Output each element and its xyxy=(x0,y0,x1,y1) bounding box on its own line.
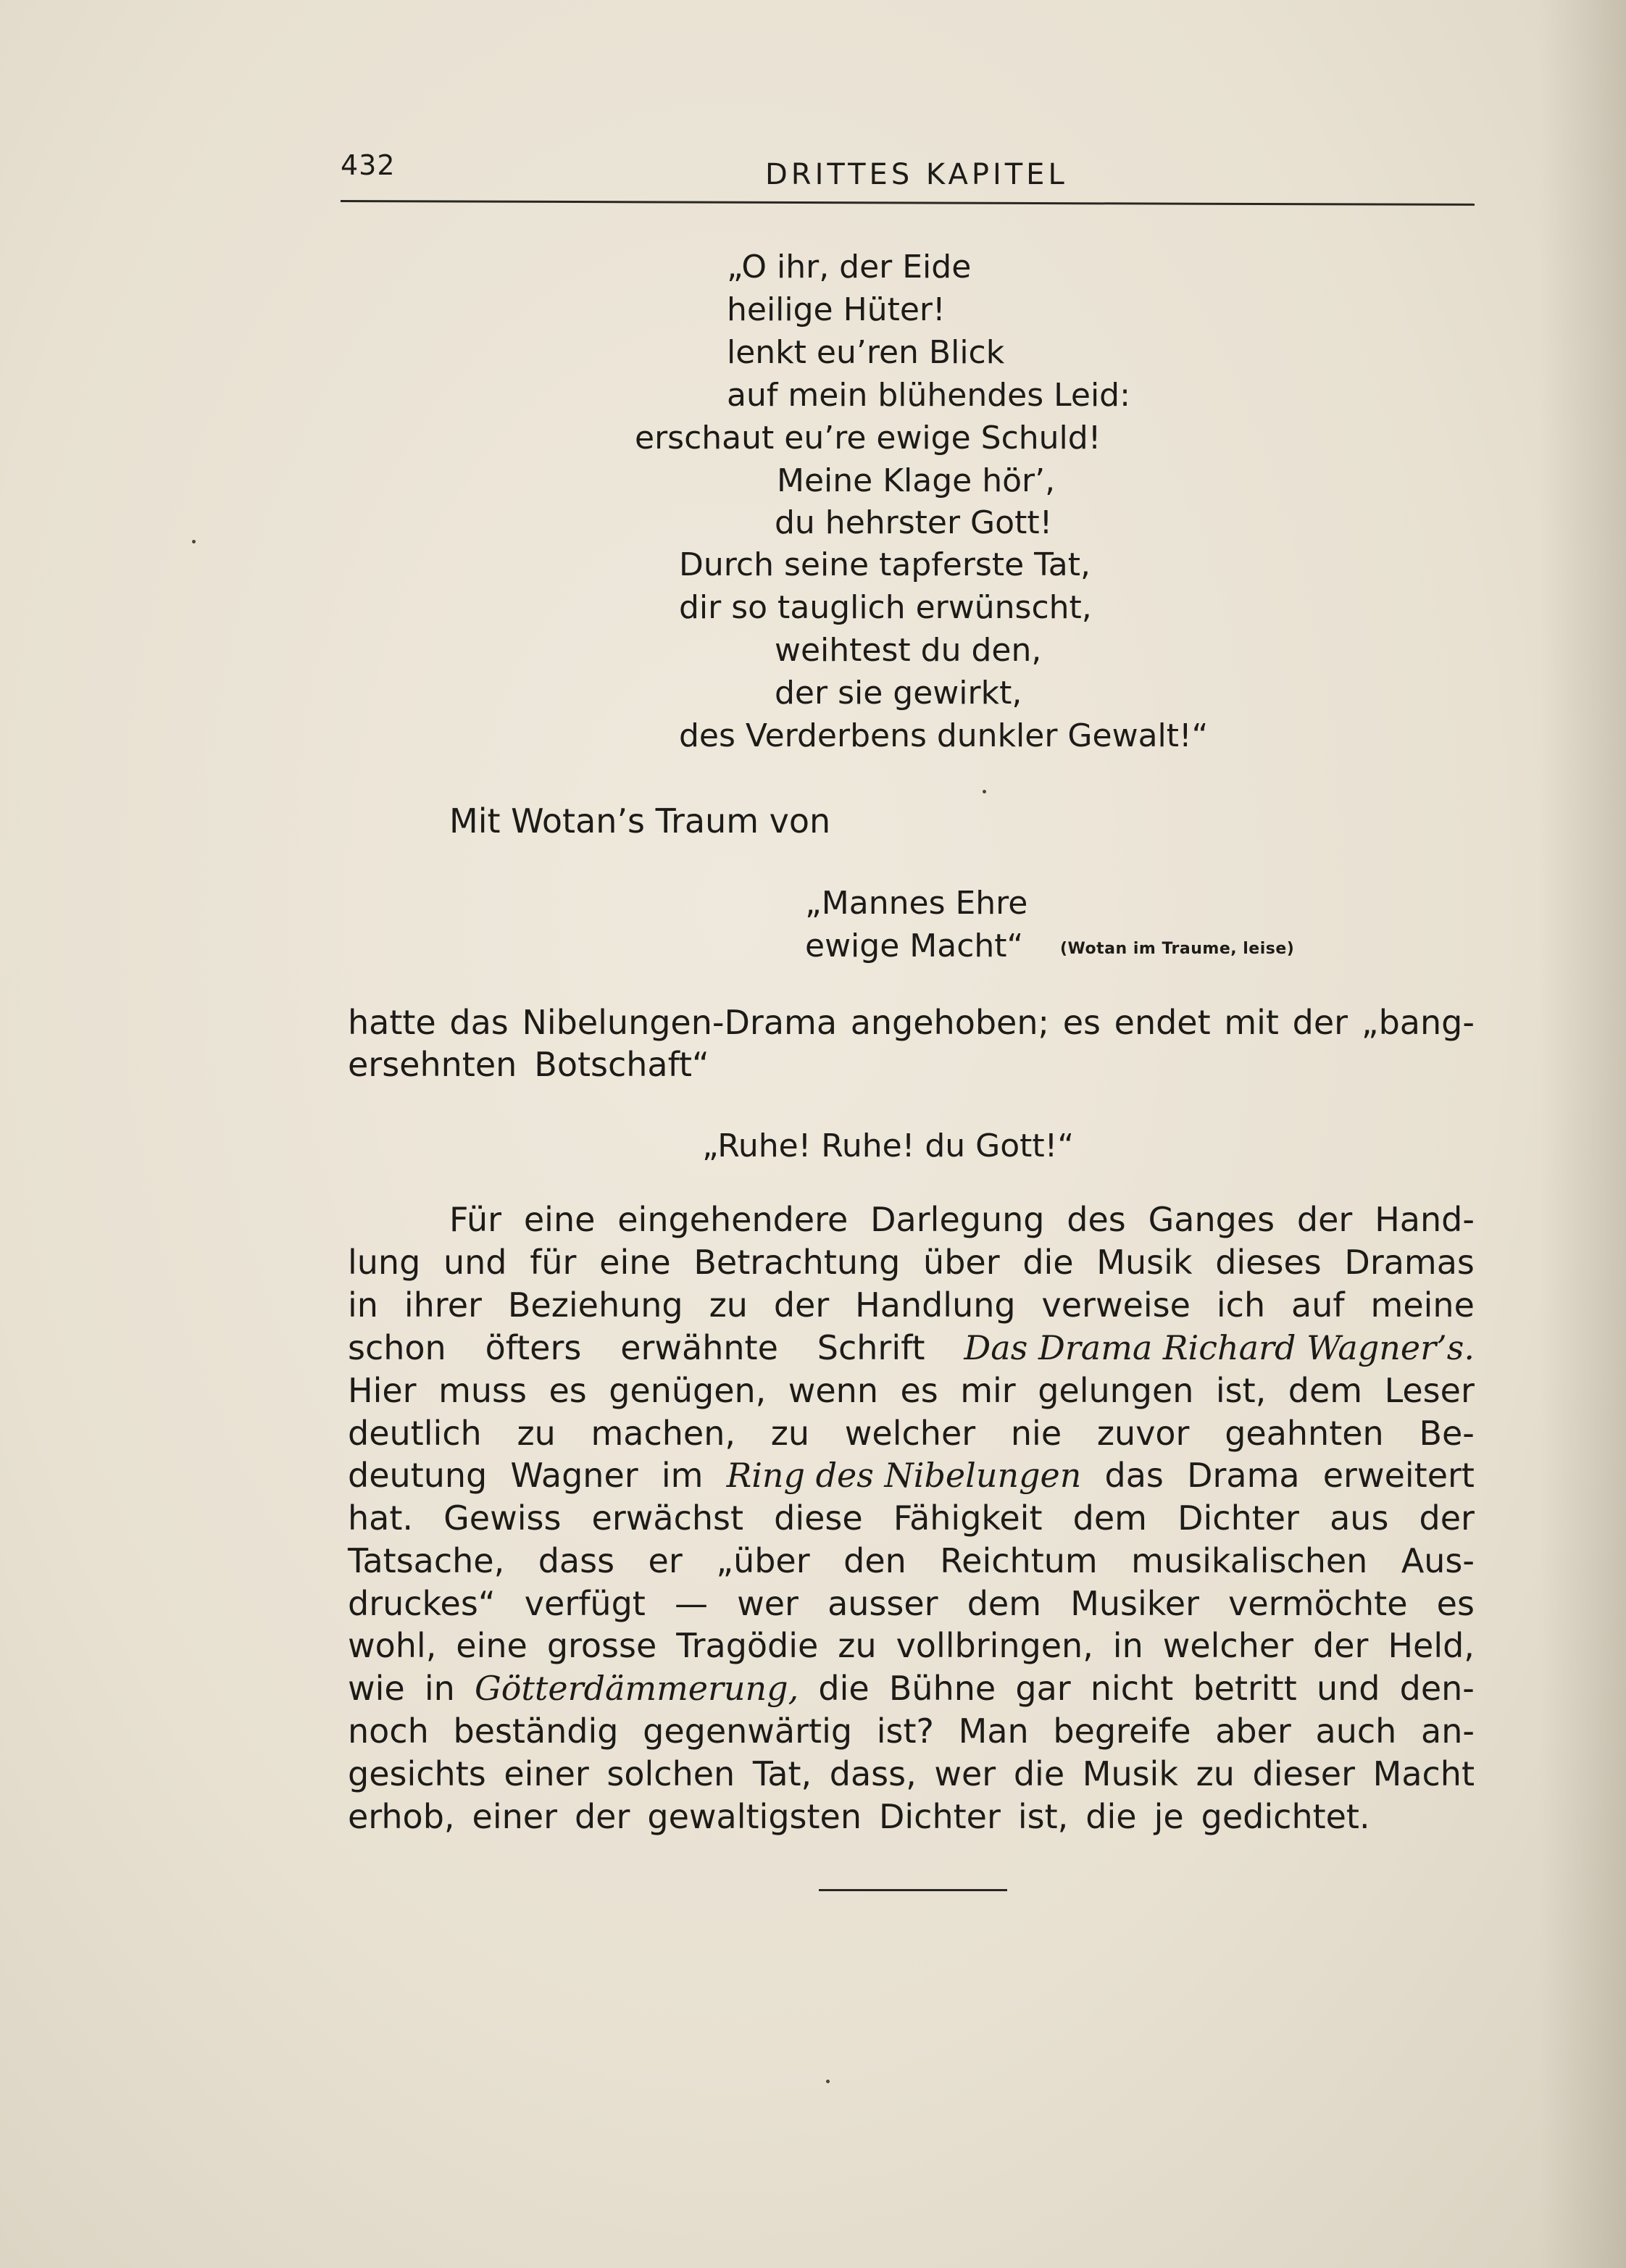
word: Für xyxy=(449,1200,502,1239)
word: Musik xyxy=(1096,1243,1193,1282)
word: welcher xyxy=(1162,1626,1294,1665)
word: solchen xyxy=(606,1754,735,1793)
word: diese xyxy=(774,1498,863,1538)
body-line xyxy=(348,1328,1475,1367)
word: Beziehung xyxy=(507,1285,683,1325)
word: Ganges xyxy=(1148,1200,1275,1239)
stage-direction: (Wotan im Traume, leise) xyxy=(1060,940,1295,958)
word: dem xyxy=(1288,1371,1363,1410)
verse-line: Meine Klage hör’, xyxy=(777,462,1056,499)
word: es xyxy=(900,1371,938,1410)
word: Gewiss xyxy=(443,1498,562,1538)
word: Drama xyxy=(1187,1456,1300,1495)
verse-line: des Verderbens dunkler Gewalt!“ xyxy=(679,717,1209,754)
word: zuvor xyxy=(1096,1414,1190,1453)
paper-speck xyxy=(192,540,196,543)
header-rule xyxy=(341,200,1475,206)
verse-line: „O ihr, der Eide xyxy=(727,249,972,285)
word: Handlung xyxy=(855,1285,1016,1325)
body-line xyxy=(348,1285,1475,1325)
body-line xyxy=(348,1626,1475,1665)
word: es xyxy=(1436,1584,1475,1623)
word: vermöchte xyxy=(1228,1584,1408,1623)
body-line xyxy=(348,1669,1475,1708)
word: Tatsache, xyxy=(348,1541,505,1580)
word: eine xyxy=(456,1626,528,1665)
word: musikalischen xyxy=(1131,1541,1368,1580)
word: erwähnte xyxy=(620,1328,778,1367)
word: eingehendere xyxy=(617,1200,849,1239)
verse-line: Durch seine tapferste Tat, xyxy=(679,546,1091,583)
word: über xyxy=(923,1243,1000,1282)
word: meine xyxy=(1370,1285,1475,1325)
word: Dichter xyxy=(878,1797,1001,1836)
word: Aus- xyxy=(1401,1541,1475,1580)
word: wenn xyxy=(788,1371,878,1410)
chapter-title: DRITTES KAPITEL xyxy=(765,158,1068,191)
word: Betrachtung xyxy=(693,1243,901,1282)
word: in xyxy=(348,1285,378,1325)
word: Botschaft“ xyxy=(534,1045,709,1084)
word: nicht xyxy=(1090,1669,1174,1708)
word: einer xyxy=(472,1797,557,1836)
word: mit xyxy=(1224,1003,1279,1042)
word: auch xyxy=(1315,1712,1397,1751)
word: ausser xyxy=(827,1584,938,1623)
word: und xyxy=(1316,1669,1380,1708)
paper-speck xyxy=(826,2080,830,2083)
body-line xyxy=(348,1414,1475,1453)
word: grosse xyxy=(546,1626,657,1665)
word: Reichtum xyxy=(940,1541,1098,1580)
word: ist, xyxy=(1215,1371,1267,1410)
word: dieser xyxy=(1252,1754,1356,1793)
word: verfügt xyxy=(524,1584,646,1623)
word: Fähigkeit xyxy=(893,1498,1043,1538)
word: ich xyxy=(1216,1285,1266,1325)
word: Hand- xyxy=(1375,1200,1475,1239)
paper-speck xyxy=(983,790,986,793)
word: druckes“ xyxy=(348,1584,496,1623)
word: hat. xyxy=(348,1498,414,1538)
word: er xyxy=(648,1541,683,1580)
word: dem xyxy=(1072,1498,1147,1538)
verse-line: auf mein blühendes Leid: xyxy=(727,377,1130,414)
word: Tragödie xyxy=(676,1626,819,1665)
word: geahnten xyxy=(1225,1414,1384,1453)
word: wohl, xyxy=(348,1626,437,1665)
word: nie xyxy=(1010,1414,1062,1453)
verse-line: weihtest du den, xyxy=(775,632,1042,669)
word: des xyxy=(1067,1200,1126,1239)
word: Hier xyxy=(348,1371,417,1410)
body-line xyxy=(348,1045,1475,1084)
verse-line: du hehrster Gott! xyxy=(775,504,1053,541)
word: betritt xyxy=(1193,1669,1297,1708)
word: in xyxy=(1112,1626,1143,1665)
word: ersehnten xyxy=(348,1045,517,1084)
word: Schrift xyxy=(817,1328,925,1367)
word: je xyxy=(1154,1797,1184,1836)
word: dass xyxy=(538,1541,615,1580)
word: der xyxy=(773,1285,830,1325)
word: gar xyxy=(1015,1669,1071,1708)
verse-line: lenkt eu’ren Blick xyxy=(727,334,1005,371)
word: Macht xyxy=(1372,1754,1475,1793)
body-line xyxy=(449,1200,1475,1239)
word: beständig xyxy=(453,1712,619,1751)
word: gewaltigsten xyxy=(647,1797,862,1836)
word: — xyxy=(674,1584,708,1623)
body-line xyxy=(348,1584,1475,1623)
word: ist? xyxy=(876,1712,934,1751)
word: wer xyxy=(737,1584,799,1623)
word: eine xyxy=(523,1200,596,1239)
word: Leser xyxy=(1384,1371,1475,1410)
word: zu xyxy=(709,1285,748,1325)
word: Dichter xyxy=(1177,1498,1299,1538)
word: den- xyxy=(1399,1669,1475,1708)
word: an- xyxy=(1421,1712,1475,1751)
body-line xyxy=(348,1754,1475,1793)
word: machen, xyxy=(591,1414,736,1453)
word: erweitert xyxy=(1322,1456,1475,1495)
section-end-rule xyxy=(819,1889,1007,1891)
word: dass, xyxy=(829,1754,917,1793)
word: die xyxy=(1022,1243,1074,1282)
word: zu xyxy=(770,1414,810,1453)
word: hatte xyxy=(348,1003,436,1042)
word: Tat, xyxy=(752,1754,812,1793)
word: „bang- xyxy=(1361,1003,1475,1042)
word: mir xyxy=(960,1371,1016,1410)
word: erhob, xyxy=(348,1797,455,1836)
word: die xyxy=(818,1669,870,1708)
word: schon xyxy=(348,1328,446,1367)
word: verweise xyxy=(1041,1285,1191,1325)
word: vollbringen, xyxy=(896,1626,1093,1665)
work-title: Götterdämmerung, xyxy=(474,1669,799,1708)
word: das xyxy=(1104,1456,1164,1495)
page-number: 432 xyxy=(341,149,396,181)
word: es xyxy=(549,1371,587,1410)
verse-line: heilige Hüter! xyxy=(727,291,946,328)
word: öfters xyxy=(485,1328,582,1367)
verse-line: der sie gewirkt, xyxy=(775,675,1022,712)
word: genügen, xyxy=(609,1371,767,1410)
word: gegenwärtig xyxy=(643,1712,853,1751)
word: das xyxy=(449,1003,509,1042)
word: Be- xyxy=(1419,1414,1475,1453)
body-line xyxy=(348,1456,1475,1495)
word: lung xyxy=(348,1243,421,1282)
word: in xyxy=(424,1669,455,1708)
word: die xyxy=(1013,1754,1065,1793)
body-line xyxy=(348,1712,1475,1751)
word: dieses xyxy=(1215,1243,1322,1282)
word: Held, xyxy=(1388,1626,1475,1665)
body-line xyxy=(348,1003,1475,1042)
body-line xyxy=(348,1498,1475,1538)
word: der xyxy=(574,1797,630,1836)
word: Musiker xyxy=(1070,1584,1199,1623)
word: auf xyxy=(1291,1285,1345,1325)
word: eine xyxy=(599,1243,671,1282)
work-title: Ring des Nibelungen xyxy=(726,1456,1082,1495)
word: dem xyxy=(967,1584,1042,1623)
word: wer xyxy=(934,1754,996,1793)
word: Man xyxy=(958,1712,1029,1751)
word: welcher xyxy=(844,1414,976,1453)
verse-line: ewige Macht“ xyxy=(805,927,1024,964)
word: Darlegung xyxy=(870,1200,1045,1239)
intro-line: Mit Wotan’s Traum von xyxy=(449,801,831,841)
body-line xyxy=(348,1243,1475,1282)
verse-line: dir so tauglich erwünscht, xyxy=(679,589,1092,626)
word: gelungen xyxy=(1038,1371,1194,1410)
word: es xyxy=(1062,1003,1101,1042)
word: deutlich xyxy=(348,1414,482,1453)
word: Nibelungen-Drama xyxy=(522,1003,838,1042)
word: begreife xyxy=(1053,1712,1191,1751)
page-spine-shadow xyxy=(1539,0,1626,2268)
body-line xyxy=(348,1541,1475,1580)
word: der xyxy=(1419,1498,1475,1538)
verse-line: erschaut eu’re ewige Schuld! xyxy=(635,420,1101,456)
word: der xyxy=(1296,1200,1353,1239)
word: gedichtet. xyxy=(1201,1797,1370,1836)
word: muss xyxy=(438,1371,527,1410)
word: erwächst xyxy=(591,1498,744,1538)
word: Wagner xyxy=(510,1456,638,1495)
word: zu xyxy=(517,1414,556,1453)
word: im xyxy=(661,1456,704,1495)
body-line xyxy=(348,1797,1475,1836)
word: angehoben; xyxy=(850,1003,1049,1042)
word: Musik xyxy=(1082,1754,1178,1793)
verse-line: „Mannes Ehre xyxy=(805,885,1028,922)
word: der xyxy=(1292,1003,1348,1042)
word: aber xyxy=(1215,1712,1291,1751)
work-title: Das Drama Richard Wagner’s. xyxy=(964,1328,1475,1367)
word: endet xyxy=(1114,1003,1211,1042)
word: der xyxy=(1313,1626,1369,1665)
word: noch xyxy=(348,1712,429,1751)
word: den xyxy=(843,1541,906,1580)
body-line xyxy=(348,1371,1475,1410)
word: und xyxy=(443,1243,507,1282)
verse-line: „Ruhe! Ruhe! du Gott!“ xyxy=(702,1127,1075,1164)
word: die xyxy=(1085,1797,1137,1836)
word: ist, xyxy=(1017,1797,1069,1836)
word: einer xyxy=(504,1754,589,1793)
word: für xyxy=(530,1243,577,1282)
word: Bühne xyxy=(888,1669,996,1708)
word: Dramas xyxy=(1344,1243,1475,1282)
word: zu xyxy=(1196,1754,1235,1793)
word: aus xyxy=(1330,1498,1389,1538)
word: ihrer xyxy=(404,1285,482,1325)
word: gesichts xyxy=(348,1754,486,1793)
word: zu xyxy=(838,1626,877,1665)
word: wie xyxy=(348,1669,405,1708)
word: „über xyxy=(716,1541,810,1580)
word: deutung xyxy=(348,1456,488,1495)
